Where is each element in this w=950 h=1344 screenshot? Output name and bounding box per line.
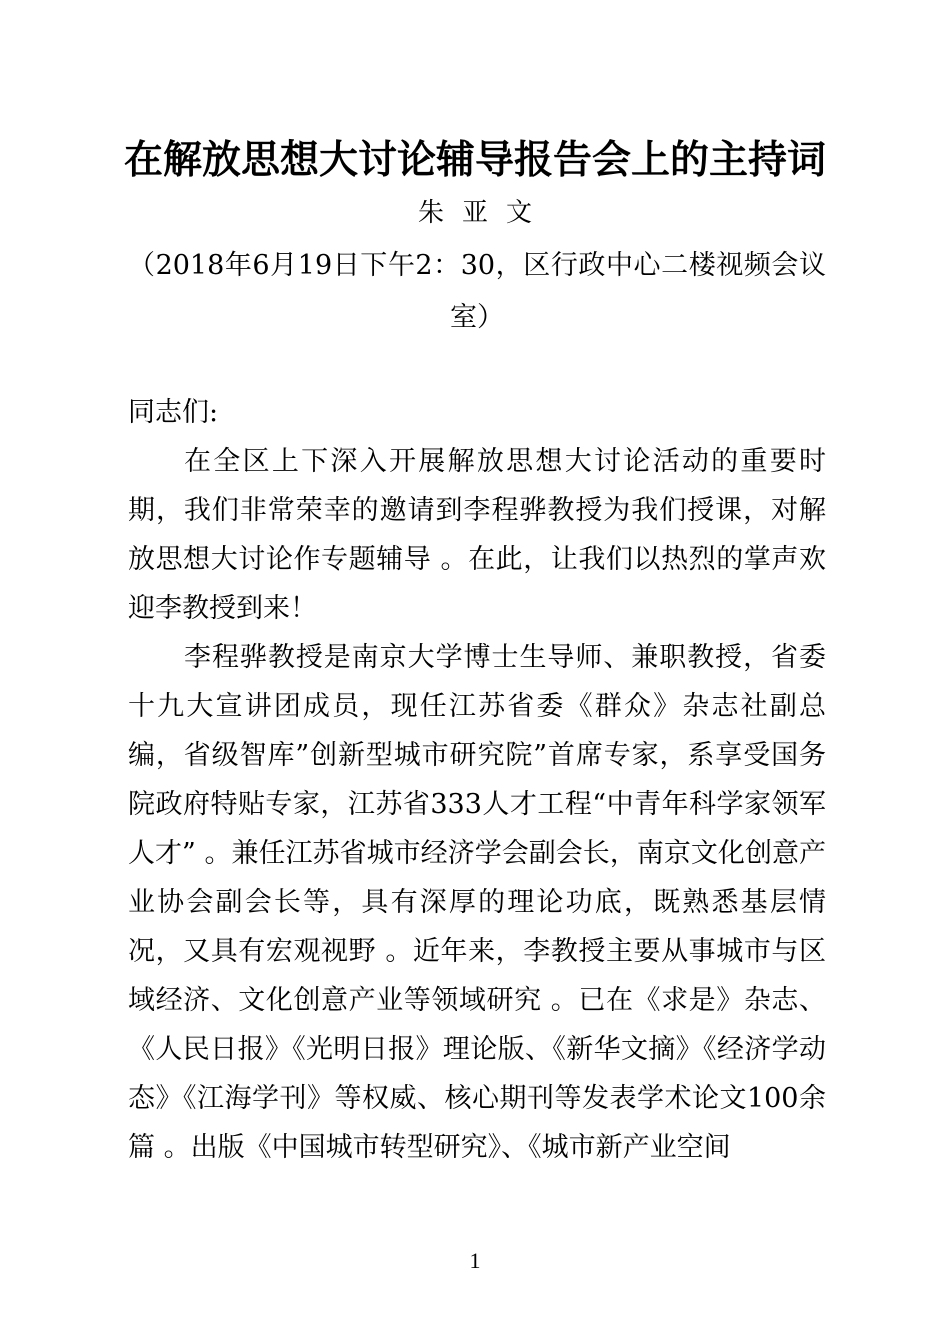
page-number: 1 [469,1248,481,1273]
paragraph-intro: 在全区上下深入开展解放思想大讨论活动的重要时期，我们非常荣幸的邀请到李程骅教授为我们授课，对解放思想大讨论作专题辅导 。在此，让我们以热烈的掌声欢迎李教授到来！ [128,446,826,624]
paragraph-speaker-bio: 李程骅教授是南京大学博士生导师、兼职教授，省委十九大宣讲团成员，现任江苏省委《群众》杂志社副总编，省级智库”创新型城市研究院”首席专家，系享受国务院政府特贴专家，江苏省333人才工程“中青年科学家领军人才” 。兼任江苏省城市经济学会副会长，南京文化创意产业协会副会长等，具有深厚的理论功底，既熟悉基层情况，又具有宏观视野 。近年来，李教授主要从事城市与区域经济、文化创意产业等领域研究 。已在《求是》杂志、《人民日报》《光明日报》理论版、《新华文摘》《经济学动态》《江海学刊》等权威、核心期刊等发表学术论文100余篇 。出版《中国城市转型研究》、《城市新产业空间 [128,642,826,1163]
document-title: 在解放思想大讨论辅导报告会上的主持词 [123,137,826,183]
author-name: 朱亚文 [417,198,550,228]
document-body [128,388,826,1172]
salutation: 同志们: [128,397,219,428]
meeting-info: （2018年6月19日下午2：30，区行政中心二楼视频会议室） [128,250,826,333]
